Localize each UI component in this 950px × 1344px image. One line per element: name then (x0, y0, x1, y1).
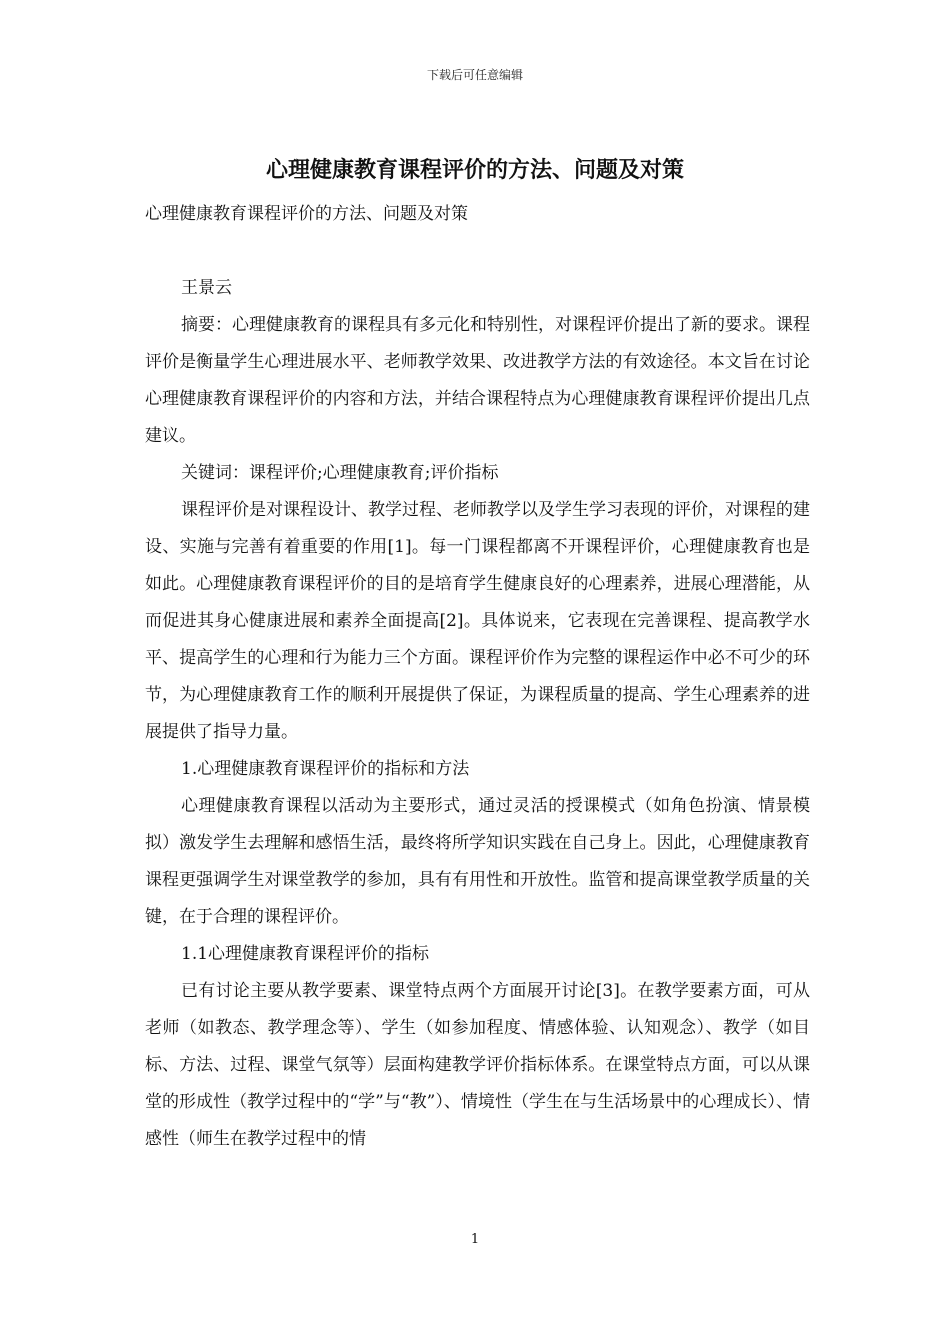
blank-line (145, 233, 810, 270)
subtitle: 心理健康教育课程评价的方法、问题及对策 (145, 204, 468, 224)
paragraph-intro: 课程评价是对课程设计、教学过程、老师教学以及学生学习表现的评价，对课程的建设、实施与完善有着重要的作用[1]。每一门课程都离不开课程评价，心理健康教育也是如此。心理健康教育课程评价的目的是培育学生健康良好的心理素养，进展心理潜能，从而促进其身心健康进展和素养全面提高[2]。具体说来，它表现在完善课程、提高教学水平、提高学生的心理和行为能力三个方面。课程评价作为完整的课程运作中必不可少的环节，为心理健康教育工作的顺利开展提供了保证，为课程质量的提高、学生心理素养的进展提供了指导力量。 (145, 500, 810, 742)
paragraph-section-1-1: 已有讨论主要从教学要素、课堂特点两个方面展开讨论[3]。在教学要素方面，可从老师（如教态、教学理念等）、学生（如参加程度、情感体验、认知观念）、教学（如目标、方法、过程、课堂气氛等）层面构建教学评价指标体系。在课堂特点方面，可以从课堂的形成性（教学过程中的“学”与“教”）、情境性（学生在与生活场景中的心理成长）、情感性（师生在教学过程中的情 (145, 981, 810, 1149)
document-title: 心理健康教育课程评价的方法、问题及对策 (265, 157, 684, 183)
header-note: 下载后可任意编辑 (426, 68, 523, 82)
page-number: 1 (470, 1232, 480, 1247)
paragraph-section-1: 心理健康教育课程以活动为主要形式，通过灵活的授课模式（如角色扮演、情景模拟）激发学生去理解和感悟生活，最终将所学知识实践在自己身上。因此，心理健康教育课程更强调学生对课堂教学的参加，具有有用性和开放性。监管和提高课堂教学质量的关键，在于合理的课程评价。 (145, 796, 810, 927)
section-heading-1: 1.心理健康教育课程评价的指标和方法 (181, 759, 470, 779)
section-heading-1-1: 1.1心理健康教育课程评价的指标 (181, 944, 430, 964)
document-body (145, 196, 810, 1158)
keywords: 关键词：课程评价;心理健康教育;评价指标 (181, 463, 499, 483)
abstract: 摘要：心理健康教育的课程具有多元化和特别性，对课程评价提出了新的要求。课程评价是衡量学生心理进展水平、老师教学效果、改进教学方法的有效途径。本文旨在讨论心理健康教育课程评价的内容和方法，并结合课程特点为心理健康教育课程评价提出几点建议。 (145, 315, 810, 446)
author: 王景云 (181, 278, 232, 298)
